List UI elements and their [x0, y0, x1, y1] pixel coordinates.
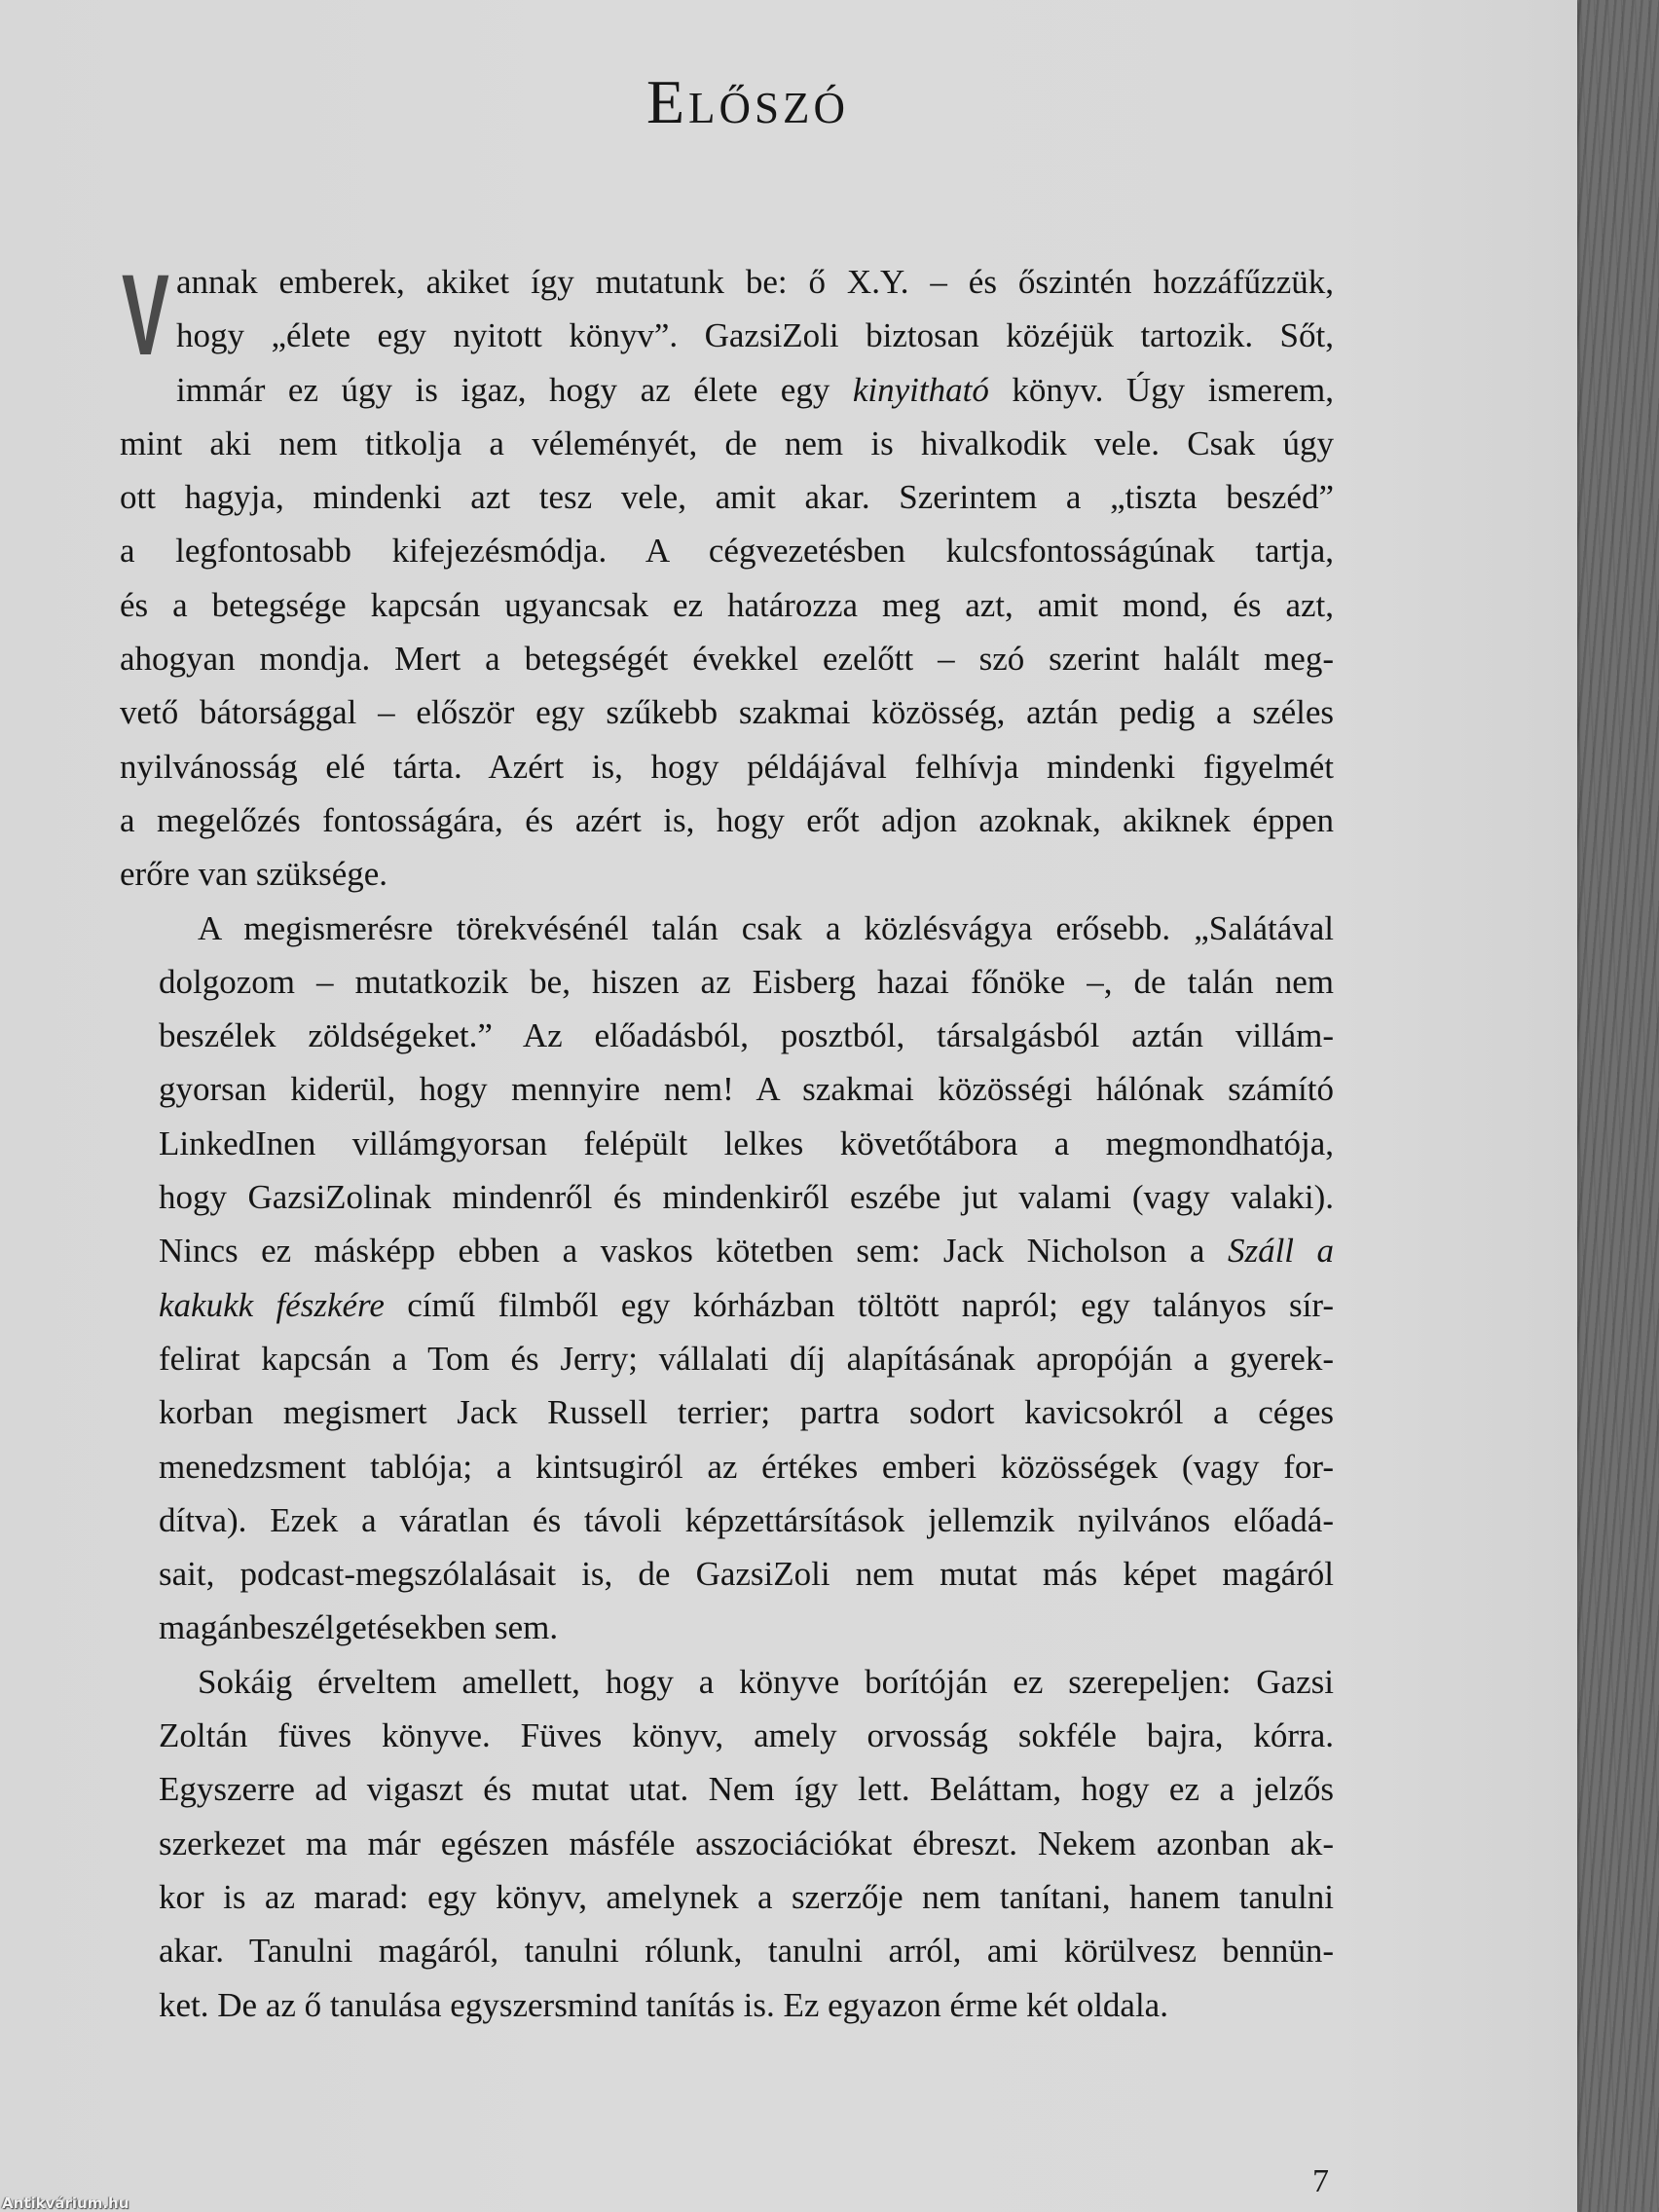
- paragraph: [120, 251, 1334, 902]
- text-line: [120, 793, 1334, 847]
- text-line: [120, 578, 1334, 632]
- text-segment: annak emberek, akiket így mutatunk be: ő X.Y. – és őszintén hozzáfűzzük,: [176, 263, 1334, 301]
- drop-cap: V: [122, 251, 169, 380]
- watermark-logo: Antikvárium.hu: [2, 2194, 129, 2212]
- text-segment: mint aki nem titkolja a véleményét, de nem is hivalkodik vele. Csak úgy: [120, 424, 1334, 462]
- text-segment: vető bátorsággal – először egy szűkebb szakmai közösség, aztán pedig a széles: [120, 693, 1334, 732]
- text-segment: a legfontosabb kifejezésmódja. A cégvezetésben kulcsfontosságúnak tartja,: [120, 532, 1334, 571]
- paragraph: [120, 1655, 1334, 2032]
- text-segment: című filmből egy kórházban töltött napról; egy talányos sír-: [384, 1285, 1334, 1324]
- text-line: [120, 902, 1334, 955]
- page-number: 7: [1312, 2163, 1329, 2199]
- text-segment: magánbeszélgetésekben sem.: [159, 1608, 559, 1647]
- text-segment: felirat kapcsán a Tom és Jerry; vállalati díj alapításának apropóján a gyerek-: [159, 1339, 1334, 1378]
- paragraph: [120, 902, 1334, 1655]
- text-segment: nyilvánosság elé tárta. Azért is, hogy példájával felhívja mindenki figyelmét: [120, 747, 1334, 786]
- italic-title: Száll a: [1227, 1232, 1334, 1271]
- text-segment: hogy GazsiZolinak mindenről és mindenkiről eszébe jut valami (vagy valaki).: [159, 1178, 1334, 1217]
- text-segment: Egyszerre ad vigaszt és mutat utat. Nem így lett. Beláttam, hogy ez a jelzős: [159, 1770, 1334, 1809]
- text-segment: Nincs ez másképp ebben a vaskos kötetben sem: Jack Nicholson a: [159, 1232, 1228, 1271]
- text-line: [120, 632, 1334, 685]
- text-segment: A megismerésre törekvésénél talán csak a közlésvágya erősebb. „Salátával: [198, 908, 1334, 947]
- text-segment: beszélek zöldségeket.” Az előadásból, posztból, társalgásból aztán villám-: [159, 1016, 1334, 1055]
- text-segment: Sokáig érveltem amellett, hogy a könyve borítóján ez szerepeljen: Gazsi: [198, 1662, 1334, 1701]
- text-line: [120, 417, 1334, 470]
- text-segment: erőre van szüksége.: [120, 855, 388, 894]
- text-segment: LinkedInen villámgyorsan felépült lelkes követőtábora a megmondhatója,: [159, 1124, 1334, 1162]
- text-line: [120, 1385, 1334, 1439]
- text-segment: ahogyan mondja. Mert a betegségét évekkel ezelőtt – szó szerint halált meg-: [120, 640, 1334, 679]
- text-line: [120, 1009, 1334, 1062]
- text-line: [120, 847, 1334, 901]
- text-segment: immár ez úgy is igaz, hogy az élete egy: [176, 370, 853, 409]
- italic-title: kinyitható: [852, 370, 989, 409]
- text-line: [120, 1655, 1334, 1709]
- text-segment: a megelőzés fontosságára, és azért is, hogy erőt adjon azoknak, akiknek éppen: [120, 800, 1334, 839]
- text-segment: kor is az marad: egy könyv, amelynek a szerzője nem tanítani, hanem tanulni: [159, 1877, 1334, 1916]
- text-line: [174, 255, 1334, 309]
- text-line: [120, 470, 1334, 524]
- text-line: [120, 1493, 1334, 1547]
- text-segment: könyv. Úgy ismerem,: [988, 370, 1334, 409]
- text-segment: szerkezet ma már egészen másféle asszociációkat ébreszt. Nekem azonban ak-: [159, 1824, 1334, 1862]
- text-line: [120, 1762, 1334, 1816]
- text-line: [120, 1062, 1334, 1116]
- text-segment: és a betegsége kapcsán ugyancsak ez határozza meg azt, amit mond, és azt,: [120, 585, 1334, 624]
- text-line: [120, 1547, 1334, 1601]
- text-line: [120, 524, 1334, 577]
- text-line: [120, 1709, 1334, 1762]
- italic-title: kakukk fészkére: [159, 1285, 385, 1324]
- text-segment: hogy „élete egy nyitott könyv”. GazsiZoli biztosan közéjük tartozik. Sőt,: [176, 316, 1334, 355]
- text-line: [120, 955, 1334, 1009]
- page-title: [0, 66, 1577, 138]
- text-line: [120, 1117, 1334, 1170]
- text-line: [120, 1924, 1334, 1977]
- text-line: [120, 685, 1334, 739]
- text-line: [120, 1332, 1334, 1385]
- text-segment: sait, podcast-megszólalásait is, de GazsiZoli nem mutat más képet magáról: [159, 1555, 1334, 1594]
- text-line: [120, 1978, 1334, 2032]
- text-line: [120, 1817, 1334, 1870]
- text-segment: dítva). Ezek a váratlan és távoli képzettársítások jellemzik nyilvános előadá-: [159, 1500, 1334, 1539]
- text-segment: dolgozom – mutatkozik be, hiszen az Eisberg hazai főnöke –, de talán nem: [159, 962, 1334, 1001]
- text-line: [120, 1870, 1334, 1924]
- page-title-text: Előszó: [645, 67, 850, 136]
- text-segment: korban megismert Jack Russell terrier; partra sodort kavicsokról a céges: [159, 1393, 1334, 1432]
- text-segment: ott hagyja, mindenki azt tesz vele, amit akar. Szerintem a „tiszta beszéd”: [120, 478, 1334, 517]
- text-line: [120, 1170, 1334, 1224]
- text-line: [120, 1224, 1334, 1277]
- text-line: [120, 740, 1334, 793]
- text-segment: menedzsment tablója; a kintsugiról az értékes emberi közösségek (vagy for-: [159, 1447, 1334, 1486]
- text-line: [174, 309, 1334, 362]
- text-segment: akar. Tanulni magáról, tanulni rólunk, tanulni arról, ami körülvesz bennün-: [159, 1932, 1334, 1971]
- text-line: [120, 1278, 1334, 1332]
- text-line: [120, 1601, 1334, 1654]
- text-line: [120, 363, 1334, 417]
- body-text: [120, 251, 1334, 2032]
- text-segment: gyorsan kiderül, hogy mennyire nem! A szakmai közösségi hálónak számító: [159, 1070, 1334, 1109]
- text-line: [120, 1440, 1334, 1493]
- text-segment: ket. De az ő tanulása egyszersmind tanítás is. Ez egyazon érme két oldala.: [159, 1985, 1168, 2024]
- text-segment: Zoltán füves könyve. Füves könyv, amely orvosság sokféle bajra, kórra.: [159, 1716, 1334, 1755]
